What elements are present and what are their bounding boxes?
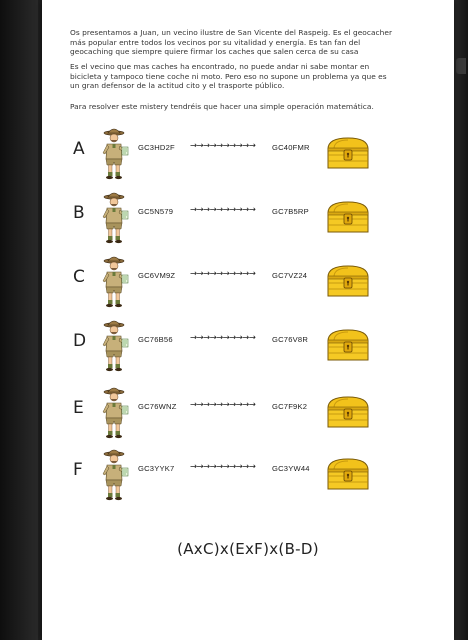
treasure-chest-icon [324, 394, 372, 430]
treasure-chest-icon [324, 135, 372, 171]
arrow-chain: →→→→→→→→→→ [190, 205, 256, 215]
viewer-left-edge [0, 0, 38, 640]
treasure-chest-icon [324, 456, 372, 492]
intro-paragraph-1: Os presentamos a Juan, un vecino ilustre de San Vicente del Raspeig. Es el geocacher más popular entre todos los vecinos por su vitalidad y energía. Es tan fan del geocaching que siempre quiere firmar los caches que salen cerca de su casa [70, 28, 393, 57]
park-ranger-icon [94, 317, 134, 373]
row-letter: A [73, 139, 85, 159]
park-ranger-icon [94, 253, 134, 309]
cache-row [42, 253, 454, 309]
target-cache-code: GC7B5RP [272, 207, 309, 216]
park-ranger-icon [94, 189, 134, 245]
row-letter: E [73, 398, 84, 418]
viewer-right-edge [454, 0, 468, 640]
source-cache-code: GC3HD2F [138, 143, 175, 152]
cache-row [42, 384, 454, 440]
document-page [42, 0, 454, 640]
target-cache-code: GC7VZ24 [272, 271, 308, 280]
row-letter: C [73, 267, 85, 287]
treasure-chest-icon [324, 263, 372, 299]
target-cache-code: GC7F9K2 [272, 402, 308, 411]
treasure-chest-icon [324, 199, 372, 235]
source-cache-code: GC5N579 [138, 207, 174, 216]
park-ranger-icon [94, 446, 134, 502]
target-cache-code: GC3YW44 [272, 464, 310, 473]
arrow-chain: →→→→→→→→→→ [190, 400, 256, 410]
source-cache-code: GC76B56 [138, 335, 173, 344]
park-ranger-icon [94, 125, 134, 181]
target-cache-code: GC76V8R [272, 335, 309, 344]
source-cache-code: GC6VM9Z [138, 271, 176, 280]
cache-row [42, 317, 454, 373]
side-panel-tab[interactable] [456, 58, 466, 74]
row-letter: F [73, 460, 83, 480]
park-ranger-icon [94, 384, 134, 440]
arrow-chain: →→→→→→→→→→ [190, 141, 256, 151]
cache-row [42, 125, 454, 181]
treasure-chest-icon [324, 327, 372, 363]
intro-paragraph-3: Para resolver este mistery tendréis que hacer una simple operación matemática. [70, 102, 374, 111]
row-letter: D [73, 331, 87, 351]
source-cache-code: GC3YYK7 [138, 464, 175, 473]
cache-row [42, 446, 454, 502]
arrow-chain: →→→→→→→→→→ [190, 462, 256, 472]
cache-row [42, 189, 454, 245]
formula: (AxC)x(ExF)x(B-D) [177, 540, 319, 558]
source-cache-code: GC76WNZ [138, 402, 177, 411]
arrow-chain: →→→→→→→→→→ [190, 269, 256, 279]
arrow-chain: →→→→→→→→→→ [190, 333, 256, 343]
intro-paragraph-2: Es el vecino que mas caches ha encontrado, no puede andar ni sabe montar en bicicleta y tampoco tiene coche ni moto. Pero eso no supone un problema ya que es un gran defensor de la actitud cito y el trasporte público. [70, 62, 387, 91]
row-letter: B [73, 203, 85, 223]
target-cache-code: GC40FMR [272, 143, 310, 152]
